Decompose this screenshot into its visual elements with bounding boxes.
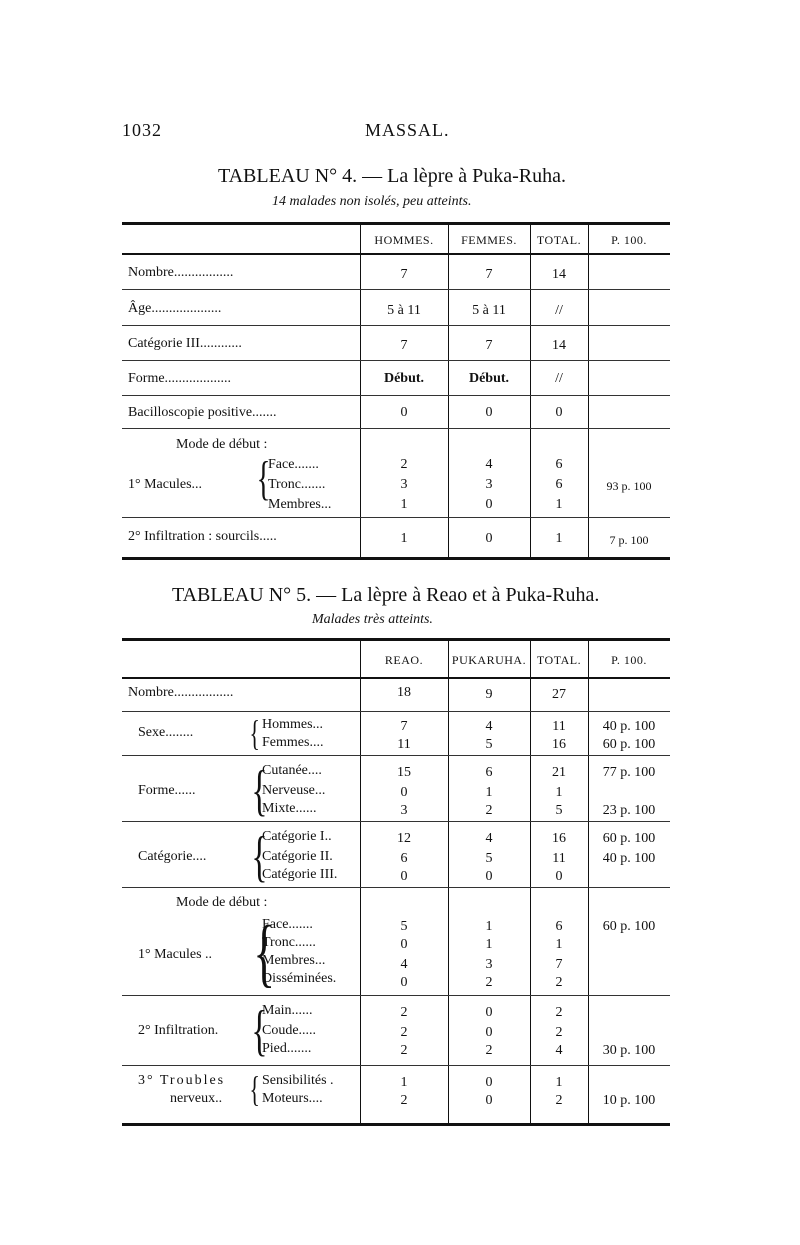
mode-label: Mode de début :: [176, 437, 268, 452]
group-label: Sexe........: [138, 725, 194, 740]
sub-label: Cutanée....: [262, 763, 322, 778]
row-label: Nombre.................: [128, 265, 234, 280]
cell: 2: [555, 1093, 563, 1108]
cell: 11: [552, 851, 566, 866]
sub-label: Catégorie I..: [262, 829, 332, 844]
cell: 3: [485, 477, 493, 492]
col-pct: P. 100.: [611, 653, 647, 667]
cell: 7: [485, 338, 493, 353]
cell: 0: [400, 785, 408, 800]
cell: 1: [485, 937, 493, 952]
sub-label: Disséminées.: [262, 971, 337, 986]
cell: 5 à 11: [387, 303, 421, 318]
cell: 0: [400, 869, 408, 884]
sub-label: Catégorie II.: [262, 849, 333, 864]
cell-pct: 60 p. 100: [602, 831, 656, 846]
cell: //: [555, 371, 563, 386]
cell: 2: [400, 1025, 408, 1040]
cell-pct: 60 p. 100: [602, 737, 656, 752]
cell: 1: [400, 497, 408, 512]
group-label: Catégorie....: [138, 849, 207, 864]
macules-label: 1° Macules...: [128, 477, 203, 492]
cell: 5: [400, 919, 408, 934]
cell: 3: [485, 957, 493, 972]
group-label: Forme......: [138, 783, 196, 798]
cell-pct: 7 p. 100: [609, 533, 649, 547]
cell: 2: [485, 975, 493, 990]
cell: 1: [555, 1075, 563, 1090]
sub-label: Nerveuse...: [262, 783, 326, 798]
row-label: Nombre.................: [128, 685, 234, 700]
group-label: nerveux..: [170, 1091, 223, 1106]
cell: 2: [555, 1005, 563, 1020]
cell: 0: [485, 405, 493, 420]
cell: 15: [397, 765, 411, 780]
sub-label: Face.......: [268, 457, 319, 472]
brace-icon: {: [249, 713, 260, 753]
table4-title: TABLEAU N° 4. — La lèpre à Puka-Ruha.: [218, 165, 566, 187]
cell: 2: [485, 1043, 493, 1058]
sub-label: Tronc......: [262, 935, 316, 950]
cell: //: [555, 303, 563, 318]
cell: 4: [400, 957, 408, 972]
brace-icon: {: [249, 1069, 260, 1109]
brace-icon: {: [251, 826, 268, 888]
cell: 0: [400, 405, 408, 420]
cell: 4: [485, 831, 493, 846]
row-label: Âge....................: [128, 301, 222, 316]
col-total: TOTAL.: [536, 653, 582, 667]
cell: 2: [555, 975, 563, 990]
cell-pct: 10 p. 100: [602, 1093, 656, 1108]
row-label: Forme...................: [128, 371, 232, 386]
cell: 21: [552, 765, 566, 780]
mode-label: Mode de début :: [176, 895, 268, 910]
cell: 5 à 11: [472, 303, 506, 318]
group-label: 1° Macules ..: [138, 947, 213, 962]
sub-label: Tronc.......: [268, 477, 326, 492]
cell: 7: [485, 267, 493, 282]
cell: 5: [485, 851, 493, 866]
row-label: Catégorie III............: [128, 336, 242, 351]
cell: 18: [397, 685, 411, 700]
sub-label: Pied.......: [262, 1041, 312, 1056]
cell: 0: [485, 1005, 493, 1020]
sub-label: Coude.....: [262, 1023, 317, 1038]
table4-subtitle: 14 malades non isolés, peu atteints.: [272, 194, 472, 209]
cell: 4: [555, 1043, 563, 1058]
cell: 9: [485, 687, 493, 702]
cell: 16: [552, 831, 566, 846]
sub-label: Face.......: [262, 917, 313, 932]
table5-title: TABLEAU N° 5. — La lèpre à Reao et à Puka-Ruha.: [172, 584, 600, 606]
sub-label: Main......: [262, 1003, 313, 1018]
brace-icon: {: [251, 1000, 268, 1062]
cell: 7: [400, 719, 408, 734]
group-label: 2° Infiltration.: [138, 1023, 219, 1038]
col-pukaruha: PUKARUHA.: [451, 653, 527, 667]
cell: 6: [400, 851, 408, 866]
col-total: TOTAL.: [536, 233, 582, 247]
sub-label: Moteurs....: [262, 1091, 323, 1106]
cell: 0: [555, 405, 563, 420]
sub-label: Hommes...: [262, 717, 324, 732]
sub-label: Membres...: [268, 497, 332, 512]
cell: 4: [485, 719, 493, 734]
group-label: 3° Troubles: [138, 1073, 226, 1088]
cell: 1: [485, 919, 493, 934]
cell-pct: 40 p. 100: [602, 851, 656, 866]
cell: 5: [485, 737, 493, 752]
cell-pct: 40 p. 100: [602, 719, 656, 734]
cell: 6: [555, 477, 563, 492]
cell: 11: [552, 719, 566, 734]
table5-subtitle: Malades très atteints.: [312, 612, 433, 627]
cell: 0: [400, 937, 408, 952]
cell: 0: [485, 531, 493, 546]
cell-pct: 77 p. 100: [602, 765, 656, 780]
cell: Début.: [383, 371, 425, 386]
row-label: 2° Infiltration : sourcils.....: [128, 529, 277, 544]
cell: 27: [552, 687, 566, 702]
cell: 14: [552, 338, 566, 353]
cell-pct: 93 p. 100: [606, 479, 652, 493]
brace-icon: {: [253, 911, 276, 995]
cell: 0: [485, 1075, 493, 1090]
page-number: 1032: [122, 120, 162, 140]
cell: 1: [555, 531, 563, 546]
cell: 3: [400, 803, 408, 818]
cell: 2: [485, 803, 493, 818]
table5: [122, 638, 670, 1126]
col-reao: REAO.: [384, 653, 424, 667]
sub-label: Mixte......: [262, 801, 317, 816]
cell: 7: [400, 338, 408, 353]
col-pct: P. 100.: [611, 233, 647, 247]
cell: 0: [485, 497, 493, 512]
brace-icon: {: [256, 452, 271, 505]
cell: 0: [400, 975, 408, 990]
cell: 2: [400, 1043, 408, 1058]
cell: 1: [555, 497, 563, 512]
cell: 2: [400, 1093, 408, 1108]
running-head: MASSAL.: [365, 120, 450, 140]
cell: 1: [400, 1075, 408, 1090]
cell: 2: [555, 1025, 563, 1040]
cell: 0: [555, 869, 563, 884]
cell: 16: [552, 737, 566, 752]
cell-pct: 23 p. 100: [602, 803, 656, 818]
sub-label: Membres...: [262, 953, 326, 968]
cell: 1: [555, 937, 563, 952]
cell: 1: [485, 785, 493, 800]
cell-pct: 60 p. 100: [602, 919, 656, 934]
cell: 1: [555, 785, 563, 800]
cell: 4: [485, 457, 493, 472]
cell: 6: [485, 765, 493, 780]
cell: 14: [552, 267, 566, 282]
row-label: Bacilloscopie positive.......: [128, 405, 277, 420]
cell: 0: [485, 1093, 493, 1108]
brace-icon: {: [251, 760, 268, 822]
cell: 7: [400, 267, 408, 282]
cell: 0: [485, 869, 493, 884]
col-hommes: HOMMES.: [374, 233, 434, 247]
cell: 6: [555, 457, 563, 472]
sub-label: Femmes....: [262, 735, 324, 750]
cell: 2: [400, 457, 408, 472]
cell: 12: [397, 831, 411, 846]
cell: 2: [400, 1005, 408, 1020]
cell-pct: 30 p. 100: [602, 1043, 656, 1058]
cell: 7: [555, 957, 563, 972]
cell: 11: [397, 737, 411, 752]
cell: 6: [555, 919, 563, 934]
cell: 3: [400, 477, 408, 492]
sub-label: Catégorie III.: [262, 867, 338, 882]
col-femmes: FEMMES.: [461, 233, 517, 247]
table4: [122, 222, 670, 560]
sub-label: Sensibilités .: [262, 1073, 334, 1088]
cell: 1: [400, 531, 408, 546]
cell: 5: [555, 803, 563, 818]
cell: Début.: [468, 371, 510, 386]
cell: 0: [485, 1025, 493, 1040]
